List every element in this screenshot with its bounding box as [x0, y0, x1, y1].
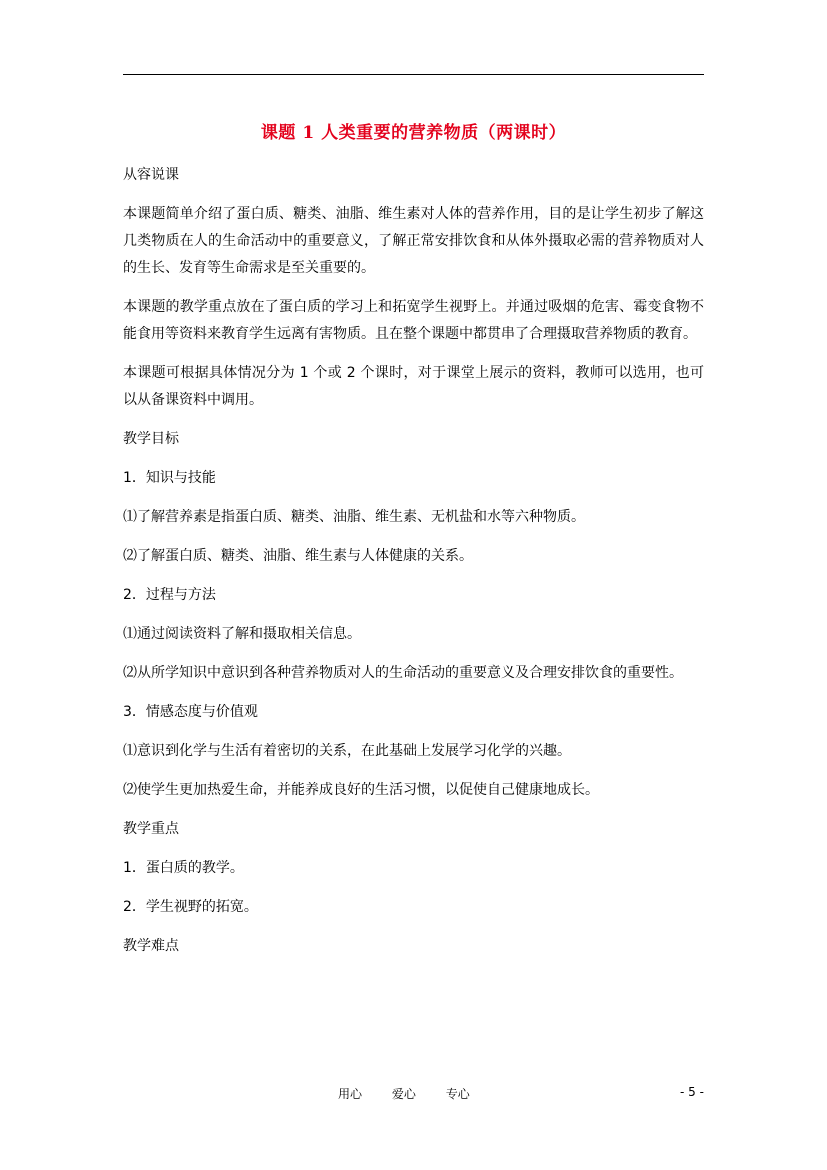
footer-mottos [338, 1085, 496, 1102]
list-item: ⑴意识到化学与生活有着密切的关系，在此基础上发展学习化学的兴趣。 [123, 743, 571, 759]
list-item: 2．学生视野的拓宽。 [123, 899, 258, 915]
subheading: 3．情感态度与价值观 [123, 704, 258, 720]
paragraph: 从容说课 [123, 167, 179, 183]
paragraph: 本课题的教学重点放在了蛋白质的学习上和拓宽学生视野上。并通过吸烟的危害、霉变食物不能食用等资料来教育学生远离有害物质。且在整个课题中都贯串了合理摄取营养物质的教育。 [123, 299, 704, 342]
footer-motto: 爱心 [391, 1087, 416, 1101]
list-item: ⑵从所学知识中意识到各种营养物质对人的生命活动的重要意义及合理安排饮食的重要性。 [123, 665, 683, 681]
subheading: 1．知识与技能 [123, 470, 216, 486]
section-heading: 教学难点 [123, 938, 179, 954]
document-title: 课题 1 人类重要的营养物质（两课时） [260, 123, 567, 143]
paragraph: 本课题简单介绍了蛋白质、糖类、油脂、维生素对人体的营养作用，目的是让学生初步了解这几类物质在人的生命活动中的重要意义，了解正常安排饮食和从体外摄取必需的营养物质对人的生长、发育等生命需求是至关重要的。 [123, 206, 704, 276]
list-item: ⑵使学生更加热爱生命，并能养成良好的生活习惯，以促使自己健康地成长。 [123, 782, 599, 798]
header-rule [123, 74, 704, 75]
list-item: ⑵了解蛋白质、糖类、油脂、维生素与人体健康的关系。 [123, 548, 473, 564]
page-number: - 5 - [680, 1085, 704, 1099]
list-item: 1．蛋白质的教学。 [123, 860, 244, 876]
list-item: ⑴了解营养素是指蛋白质、糖类、油脂、维生素、无机盐和水等六种物质。 [123, 509, 585, 525]
document-body [123, 162, 704, 972]
subheading: 2．过程与方法 [123, 587, 216, 603]
footer-motto: 专心 [445, 1087, 470, 1101]
list-item: ⑴通过阅读资料了解和摄取相关信息。 [123, 626, 361, 642]
section-heading: 教学目标 [123, 431, 179, 447]
footer-motto: 用心 [338, 1087, 363, 1101]
paragraph: 本课题可根据具体情况分为 1 个或 2 个课时，对于课堂上展示的资料，教师可以选用，也可以从备课资料中调用。 [123, 365, 704, 408]
section-heading: 教学重点 [123, 821, 179, 837]
